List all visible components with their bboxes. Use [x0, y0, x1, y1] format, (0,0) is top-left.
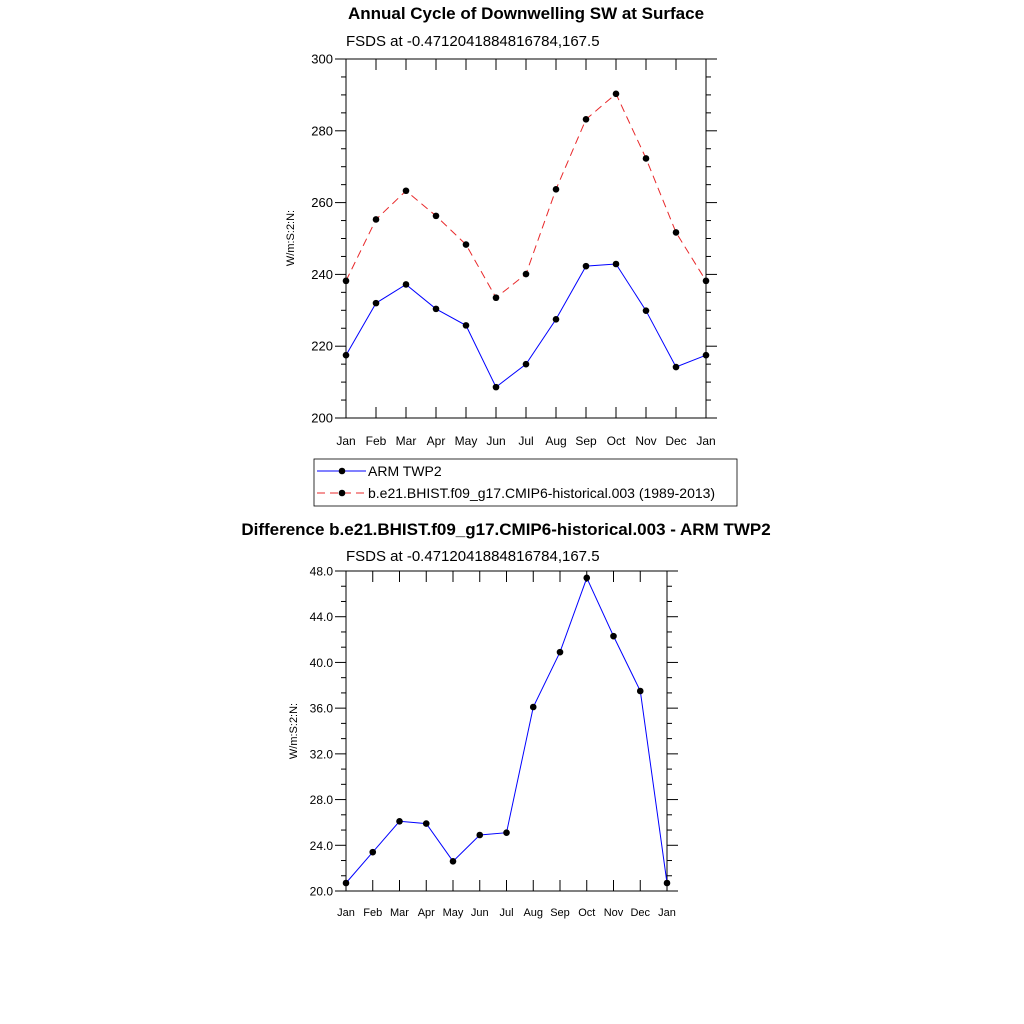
y-tick-label: 240 [311, 266, 333, 282]
x-tick-label: Mar [390, 907, 409, 919]
data-point [643, 155, 650, 162]
y-tick-label: 36.0 [309, 701, 333, 716]
x-tick-label: Dec [630, 907, 651, 919]
y-tick-label: 220 [311, 338, 333, 354]
legend-label-model: b.e21.BHIST.f09_g17.CMIP6-historical.003 (1989-2013) [368, 485, 716, 501]
x-tick-label: Feb [363, 907, 383, 919]
data-point [523, 271, 530, 278]
x-tick-label: May [442, 907, 464, 919]
chart-subtitle: FSDS at -0.4712041884816784,167.5 [346, 33, 600, 50]
y-tick-label: 20.0 [309, 884, 333, 899]
y-tick-label: 280 [311, 123, 333, 139]
y-tick-label: 28.0 [309, 793, 333, 808]
x-ticks [336, 59, 715, 448]
x-tick-label: Jun [470, 907, 489, 919]
data-point [610, 633, 617, 640]
data-point [493, 294, 500, 301]
x-tick-label: Aug [523, 907, 544, 919]
y-tick-label: 200 [311, 410, 333, 426]
y-axis-label: W/m:S:2:N: [288, 702, 300, 760]
data-point [373, 216, 380, 223]
x-tick-label: Sep [575, 434, 597, 448]
series-line-0 [346, 264, 706, 387]
data-point [433, 306, 440, 313]
legend [314, 459, 737, 506]
x-tick-label: Oct [578, 907, 596, 919]
y-tick-label: 40.0 [309, 655, 333, 670]
data-point [530, 704, 537, 711]
data-point [703, 352, 710, 359]
data-point [557, 649, 564, 656]
data-point [503, 829, 510, 836]
y-ticks [311, 52, 717, 426]
y-axis-label: W/m:S:2:N: [285, 209, 297, 267]
annual-cycle-chart [285, 4, 737, 506]
data-point [643, 307, 650, 314]
chart-title: Difference b.e21.BHIST.f09_g17.CMIP6-historical.003 - ARM TWP2 [241, 520, 771, 539]
data-point [450, 858, 457, 865]
x-tick-label: Jul [518, 434, 534, 448]
data-point [673, 364, 680, 371]
data-point [433, 213, 440, 220]
plot-frame [346, 571, 667, 891]
series-line-0 [346, 578, 667, 883]
data-point [664, 880, 671, 887]
data-point [583, 263, 590, 270]
data-point [493, 384, 500, 391]
data-point [553, 186, 560, 193]
x-tick-label: Sep [550, 907, 570, 919]
x-tick-label: Nov [635, 434, 657, 448]
legend-label-arm: ARM TWP2 [368, 463, 442, 479]
x-tick-label: Apr [426, 434, 446, 448]
difference-chart [241, 520, 770, 919]
x-tick-label: Jan [336, 434, 356, 448]
data-point [396, 818, 403, 825]
x-tick-label: Jun [486, 434, 506, 448]
series-layer [343, 575, 671, 887]
chart-subtitle: FSDS at -0.4712041884816784,167.5 [346, 548, 600, 565]
x-tick-label: Jan [696, 434, 716, 448]
legend-marker-model [339, 490, 346, 497]
y-tick-label: 24.0 [309, 838, 333, 853]
y-tick-label: 44.0 [309, 610, 333, 625]
data-point [373, 300, 380, 307]
data-point [463, 241, 470, 248]
data-point [553, 316, 560, 323]
data-point [343, 880, 350, 887]
series-layer [343, 91, 710, 391]
data-point [523, 361, 530, 368]
data-point [343, 352, 350, 359]
x-tick-label: Jul [499, 907, 514, 919]
data-point [583, 116, 590, 123]
series-line-1 [346, 94, 706, 298]
legend-marker-arm [339, 468, 346, 475]
y-tick-label: 48.0 [309, 564, 333, 579]
x-tick-label: Jan [658, 907, 676, 919]
x-tick-label: Mar [395, 434, 417, 448]
chart-title: Annual Cycle of Downwelling SW at Surface [347, 4, 705, 23]
data-point [403, 281, 410, 288]
x-tick-label: Dec [665, 434, 687, 448]
x-tick-label: Apr [417, 907, 435, 919]
y-tick-label: 32.0 [309, 747, 333, 762]
x-tick-label: Feb [365, 434, 387, 448]
data-point [637, 688, 644, 695]
data-point [343, 278, 350, 285]
x-tick-label: May [454, 434, 478, 448]
data-point [463, 322, 470, 329]
data-point [423, 820, 430, 827]
data-point [369, 849, 376, 856]
x-tick-label: Nov [603, 907, 624, 919]
data-point [613, 91, 620, 98]
y-ticks [310, 565, 678, 899]
data-point [583, 575, 590, 582]
data-point [476, 832, 483, 839]
x-tick-label: Oct [606, 434, 626, 448]
y-tick-label: 260 [311, 195, 333, 211]
x-tick-label: Aug [545, 434, 567, 448]
data-point [703, 278, 710, 285]
y-tick-label: 300 [311, 51, 333, 67]
x-tick-label: Jan [337, 907, 355, 919]
data-point [403, 187, 410, 194]
x-ticks [337, 571, 676, 919]
data-point [613, 261, 620, 268]
data-point [673, 229, 680, 236]
